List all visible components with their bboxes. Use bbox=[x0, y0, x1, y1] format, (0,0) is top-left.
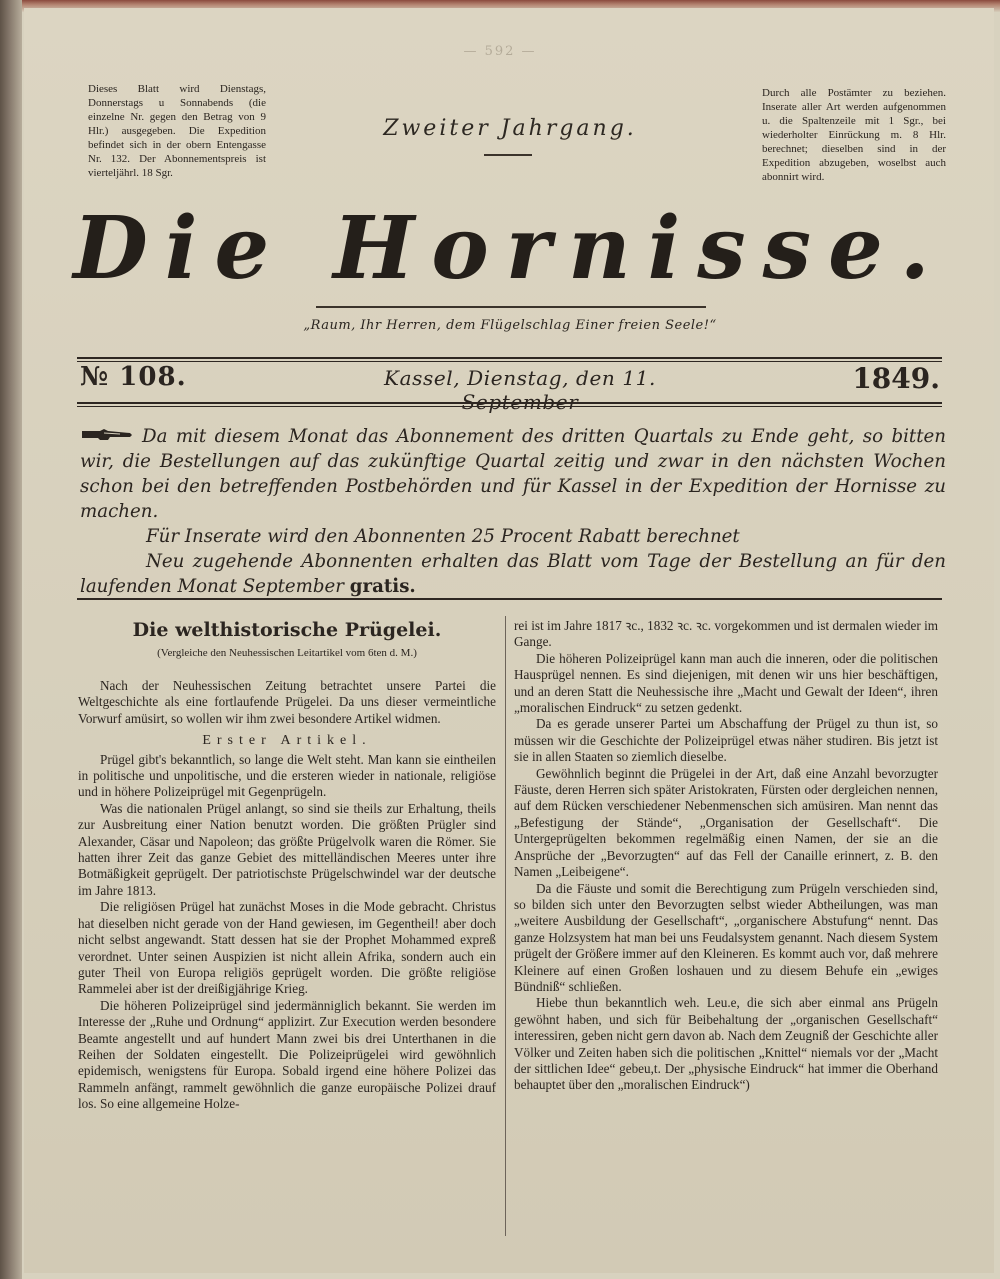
notice-rule bbox=[77, 598, 942, 600]
article-column-left bbox=[78, 618, 496, 1113]
article-paragraph: Gewöhnlich beginnt die Prügelei in der Art, daß eine Anzahl bevorzugter Fäuste, deren Herren sich später Aristokraten, Fürsten oder dergleichen nennen, auf dem Rücken verschiedener Nebenmenschen sich amüsiren. Man nennt das „Befestigung der Stände“, „Organisation der Gesellschaft“. Die Untergeprügelten bekommen regelmäßig einen Namen, der sie an die Ansprüche der „Bevorzugten“ auf das Fell der Canaille erinnert, z. B. den Namen „Leibeigene“. bbox=[514, 765, 938, 880]
volume-label: Zweiter Jahrgang. bbox=[383, 116, 637, 141]
issue-number: № 108. bbox=[80, 362, 187, 392]
article-paragraph: Die höheren Polizeiprügel kann man auch die inneren, oder die politischen Hausprügel nennen. Es sind diejenigen, mit denen wir uns hier beschäftigen, und an deren Statt die Neuhessische ihre „Macht und Gewalt der Ideen“, ihren „moralischen Eindruck“ zu setzen gedenkt. bbox=[514, 650, 938, 716]
section-heading: Erster Artikel. bbox=[202, 733, 372, 749]
article-paragraph: Da die Fäuste und somit die Berechtigung zum Prügeln verschieden sind, so bilden sich unter den Bevorzugten selbst wieder Abtheilungen, was man „weitere Ausbildung der Gesellschaft“, „organischere Abstufung“ nennt. Das ganze Holzsystem hat man bei uns Feudalsystem genannt. Nach diesem System prügelt der Größere immer auf den Kleineren. Es kommt auch vor, daß mehrere Kleinere auf einen Großen loshauen und zu diesem Behufe ein „ewiges Bündniß“ schließen. bbox=[514, 880, 938, 994]
notice-gratis: gratis. bbox=[349, 576, 416, 597]
article-column-right bbox=[514, 618, 938, 1094]
advertising-info: Durch alle Postämter zu beziehen. Inserate aller Art werden aufgenommen u. die Spaltenzeile mit 1 Sgr., bei wiederholter Einrückung m. 8 Hlr. berechnet; dieselben sind in der Expedition abzugeben, woselbst auch abonnirt wird. bbox=[762, 87, 946, 183]
header-rule-bottom-thin bbox=[77, 406, 942, 407]
article-paragraph: Hiebe thun bekanntlich weh. Leu.e, die sich aber einmal ans Prügeln gewöhnt haben, und sich für Beibehaltung der „organischen Gesellschaft“ interessiren, geben nicht gern davon ab. Nach dem Zeugniß der Geschichte aller Völker und Zeiten haben sich die politischen „Knittel“ niemals vor der „Macht der sittlichen Idee“ gebeu,t. Der „physische Eindruck“ hat immer die Oberhand behauptet über den „moralischen Eindruck“) bbox=[514, 995, 938, 1093]
motto-rule bbox=[316, 306, 706, 308]
notice-text-3: Neu zugehende Abonnenten erhalten das Blatt vom Tage der Bestellung an für den laufenden Monat September bbox=[80, 551, 946, 597]
article-paragraph: Die religiösen Prügel hat zunächst Moses in die Mode gebracht. Christus hat dieselben nicht gerade von der Hand gewiesen, im Gegentheil! aber doch nicht selbst angewandt. Statt dessen hat sie der Prophet Mohammed expreß verordnet. Unter seinen Auspizien ist nicht allein Afrika, sondern auch ein guter Theil von Europa religiös geprügelt worden. Die größte religiöse Rammelei aber ist der dreißigjährige Krieg. bbox=[78, 899, 496, 997]
article-paragraph: Prügel gibt's bekanntlich, so lange die Welt steht. Man kann sie eintheilen in politische und unpolitische, und die ersteren wieder in nationale, religiöse und in höhere Polizeiprügel mit Gegenprügeln. bbox=[78, 751, 496, 800]
notice-paragraph-1 bbox=[80, 424, 946, 524]
header-rule-top bbox=[77, 357, 942, 359]
volume-rule bbox=[484, 154, 532, 156]
motto: „Raum, Ihr Herren, dem Flügelschlag Einer freien Seele!“ bbox=[303, 318, 717, 333]
page-number: — 592 — bbox=[463, 44, 537, 59]
article-subtitle: (Vergleiche den Neuhessischen Leitartikel vom 6ten d. M.) bbox=[157, 647, 417, 659]
newspaper-title: Die Hornisse. bbox=[73, 198, 947, 299]
pointing-hand-icon bbox=[80, 427, 134, 443]
notice-paragraph-3 bbox=[80, 549, 946, 599]
header-rule-bottom bbox=[77, 402, 942, 404]
article-paragraph: Da es gerade unserer Partei um Abschaffung der Prügel zu thun ist, so müssen wir die Geschichte der Polizeiprügel etwas näher studiren. Bis jetzt ist sie in allen Staaten so ziemlich dieselbe. bbox=[514, 716, 938, 765]
notice-text-1: Da mit diesem Monat das Abonnement des dritten Quartals zu Ende geht, so bitten wir, die Bestellungen auf das zukünftige Quartal zeitig und zwar in den nächsten Wochen schon bei den betreffenden Postbehörden und für Kassel in der Expedition der Hornisse zu machen. bbox=[80, 426, 946, 522]
article-paragraph: Was die nationalen Prügel anlangt, so sind sie theils zur Erhaltung, theils zur Ausbreitung einer Nation benutzt worden. Die größten Prügler sind Alexander, Cäsar und Napoleon; das größte Prügelvolk waren die Römer. Sie hatten ihrer Zeit das ganze Gebiet des mittelländischen Meeres unter ihre Botmäßigkeit geprügelt. Der patriotischste Prügelschwindel war der deutsche im Jahre 1813. bbox=[78, 800, 496, 898]
masthead bbox=[70, 196, 950, 306]
book-binding bbox=[0, 0, 22, 1279]
article-paragraph: Die höheren Polizeiprügel sind jedermänniglich bekannt. Sie werden im Interesse der „Ruhe und Ordnung“ applizirt. Zur Execution werden besondere Beamte angestellt und auf hundert Mann zwei bis drei Unterthanen in die Reihen der Soldaten eingestellt. Die Polizeiprügelei wird gewöhnlich epidemisch, wenigstens für Europa. Sobald irgend eine höhere Polizei das Rammeln anfängt, rammelt gewöhnlich die ganze europäische Polizei drauf los. So eine allgemeine Holze- bbox=[78, 997, 496, 1112]
article-title: Die welthistorische Prügelei. bbox=[132, 619, 442, 641]
column-divider bbox=[505, 616, 506, 1236]
dateline: Kassel, Dienstag, den 11. September bbox=[384, 366, 656, 414]
notice-text-2: Für Inserate wird den Abonnenten 25 Procent Rabatt berechnet bbox=[146, 526, 740, 547]
article-continuation: rei ist im Jahre 1817 ꝛc., 1832 ꝛc. ꝛc. vorgekommen und ist dermalen wieder im Gange. bbox=[514, 618, 938, 650]
subscription-notice bbox=[80, 424, 946, 599]
issue-year: 1849. bbox=[852, 362, 940, 395]
publication-info: Dieses Blatt wird Dienstags, Donnerstags u Sonnabends (die einzelne Nr. gegen den Betrag von 9 Hlr.) ausgegeben. Die Expedition befindet sich in der obern Entengasse Nr. 132. Der Abonnementspreis ist vierteljährl. 18 Sgr. bbox=[88, 83, 266, 179]
article-intro: Nach der Neuhessischen Zeitung betrachtet unsere Partei die Weltgeschichte als eine fortlaufende Prügelei. Da uns dieser vermeintliche Vorwurf amüsirt, so wollen wir ihm zwei besondere Artikel widmen. bbox=[78, 678, 496, 726]
